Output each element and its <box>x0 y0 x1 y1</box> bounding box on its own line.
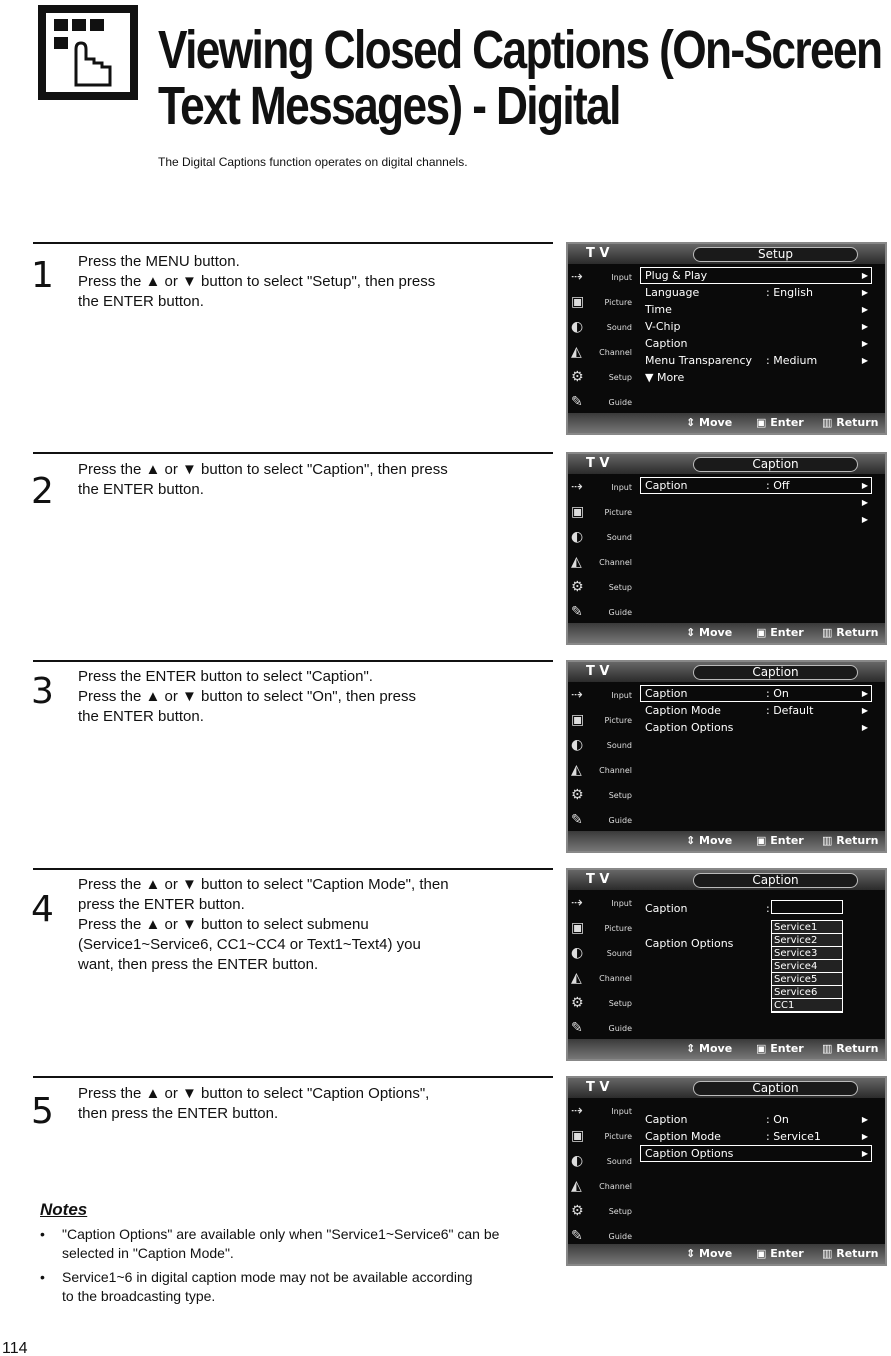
move-hint: ⇕ Move <box>686 626 733 639</box>
sidebar-label: Sound <box>606 323 632 332</box>
sidebar-item-channel <box>568 1175 638 1200</box>
tv-label: T V <box>586 246 610 261</box>
menu-item-label: Caption <box>645 1113 688 1126</box>
step-line: press the ENTER button. <box>78 896 245 913</box>
sidebar-label: Picture <box>604 924 632 933</box>
return-hint: ▥ Return <box>822 1247 879 1260</box>
sidebar-label: Setup <box>608 583 632 592</box>
menu-item[interactable] <box>640 1128 872 1145</box>
input-icon: ⇢ <box>571 269 583 285</box>
tv-footer <box>568 831 885 851</box>
sidebar-item-input <box>568 266 638 291</box>
sidebar-item-sound <box>568 1150 638 1175</box>
sidebar-label: Guide <box>608 1232 632 1241</box>
arrow-right-icon: ▶ <box>861 271 868 280</box>
picture-icon: ▣ <box>571 504 585 520</box>
menu-item-value: : <box>766 902 770 915</box>
menu-list <box>640 1111 872 1162</box>
arrow-right-icon: ▶ <box>861 305 868 314</box>
arrow-right-icon: ▶ <box>861 1132 868 1141</box>
tv-label: T V <box>586 1080 610 1095</box>
title-line-1: Viewing Closed Captions (On-Screen <box>158 20 882 80</box>
sidebar-item-setup <box>568 1200 638 1225</box>
menu-title: Caption <box>693 1081 858 1096</box>
sidebar-label: Input <box>611 1107 632 1116</box>
sidebar-label: Sound <box>606 533 632 542</box>
menu-item-label: Plug & Play <box>645 269 708 282</box>
sidebar-item-channel <box>568 551 638 576</box>
arrow-right-icon: ▶ <box>861 322 868 331</box>
tv-menu-screen <box>566 660 887 853</box>
sidebar-label: Channel <box>599 1182 632 1191</box>
tv-label: T V <box>586 456 610 471</box>
input-icon: ⇢ <box>571 1103 583 1119</box>
menu-item[interactable] <box>640 1145 872 1162</box>
menu-item[interactable] <box>640 1111 872 1128</box>
sidebar-label: Setup <box>608 791 632 800</box>
move-hint: ⇕ Move <box>686 1247 733 1260</box>
sidebar-label: Channel <box>599 766 632 775</box>
sidebar-item-picture <box>568 501 638 526</box>
picture-icon: ▣ <box>571 920 585 936</box>
step-divider <box>33 452 553 454</box>
dropdown-option[interactable]: Service2 <box>772 934 842 947</box>
sound-icon: ◐ <box>571 529 584 545</box>
menu-item[interactable] <box>640 352 872 369</box>
return-hint: ▥ Return <box>822 416 879 429</box>
tv-sidebar <box>568 266 638 416</box>
sidebar-item-input <box>568 684 638 709</box>
manual-logo <box>38 5 138 100</box>
menu-item[interactable] <box>640 318 872 335</box>
arrow-right-icon: ▶ <box>861 481 868 490</box>
dropdown-option[interactable]: Service1 <box>772 921 842 934</box>
sidebar-item-channel <box>568 759 638 784</box>
step-line: the ENTER button. <box>78 481 204 498</box>
guide-icon: ✎ <box>571 1020 583 1036</box>
sidebar-label: Setup <box>608 373 632 382</box>
sidebar-item-picture <box>568 291 638 316</box>
menu-item[interactable] <box>640 685 872 702</box>
step-line: Press the MENU button. <box>78 253 240 270</box>
sound-icon: ◐ <box>571 319 584 335</box>
step-number: 1 <box>31 255 54 296</box>
sidebar-item-sound <box>568 526 638 551</box>
setup-icon: ⚙ <box>571 369 584 385</box>
sidebar-label: Picture <box>604 298 632 307</box>
menu-list <box>640 267 872 386</box>
sidebar-label: Input <box>611 691 632 700</box>
step-number: 5 <box>31 1091 54 1132</box>
menu-item-label: Time <box>645 303 672 316</box>
arrow-right-icon: ▶ <box>861 723 868 732</box>
sidebar-label: Channel <box>599 558 632 567</box>
menu-title: Caption <box>693 873 858 888</box>
menu-title: Setup <box>693 247 858 262</box>
sidebar-item-picture <box>568 1125 638 1150</box>
sidebar-item-setup <box>568 784 638 809</box>
menu-item-value: : On <box>766 687 789 700</box>
menu-title: Caption <box>693 665 858 680</box>
menu-item-label: Menu Transparency <box>645 354 753 367</box>
note-text: Service1~6 in digital caption mode may not be available according to the broadcasting type. <box>62 1269 473 1304</box>
dropdown-option[interactable]: Service6 <box>772 986 842 999</box>
sidebar-label: Input <box>611 273 632 282</box>
tv-menu-screen <box>566 242 887 435</box>
sidebar-label: Setup <box>608 1207 632 1216</box>
tv-footer <box>568 413 885 433</box>
arrow-right-icon: ▶ <box>861 288 868 297</box>
sidebar-item-sound <box>568 316 638 341</box>
move-hint: ⇕ Move <box>686 1042 733 1055</box>
sidebar-label: Channel <box>599 974 632 983</box>
menu-item-label: Caption Mode <box>645 704 721 717</box>
menu-item[interactable] <box>640 267 872 284</box>
menu-item[interactable] <box>640 369 872 386</box>
step-4-text <box>78 875 543 975</box>
input-icon: ⇢ <box>571 687 583 703</box>
menu-item[interactable] <box>640 284 872 301</box>
step-line: (Service1~Service6, CC1~CC4 or Text1~Text4) you <box>78 936 421 953</box>
dropdown-option[interactable]: Service5 <box>772 973 842 986</box>
sidebar-item-picture <box>568 709 638 734</box>
step-line: the ENTER button. <box>78 708 204 725</box>
step-divider <box>33 868 553 870</box>
channel-icon: ◭ <box>571 970 582 986</box>
tv-footer <box>568 1244 885 1264</box>
tv-sidebar <box>568 684 638 834</box>
sidebar-label: Channel <box>599 348 632 357</box>
arrow-right-icon: ▶ <box>861 689 868 698</box>
caption-mode-field[interactable] <box>771 900 843 914</box>
step-line: Press the ▲ or ▼ button to select "Setup", then press <box>78 273 436 290</box>
menu-item-label: Caption <box>645 479 688 492</box>
page-number: 114 <box>2 1340 28 1356</box>
menu-item-label: V-Chip <box>645 320 681 333</box>
menu-item[interactable] <box>640 477 872 494</box>
tv-menu-screen <box>566 868 887 1061</box>
title-line-2: Text Messages) - Digital <box>158 76 620 136</box>
sidebar-label: Guide <box>608 1024 632 1033</box>
sidebar-item-setup <box>568 576 638 601</box>
menu-item[interactable] <box>640 301 872 318</box>
return-hint: ▥ Return <box>822 626 879 639</box>
menu-item-label: Language <box>645 286 700 299</box>
step-line: Press the ▲ or ▼ button to select submenu <box>78 916 369 933</box>
step-divider <box>33 242 553 244</box>
menu-item[interactable] <box>640 702 872 719</box>
step-line: Press the ▲ or ▼ button to select "Caption", then press <box>78 461 448 478</box>
sidebar-label: Sound <box>606 741 632 750</box>
tv-menu-screen <box>566 452 887 645</box>
sidebar-item-setup <box>568 366 638 391</box>
sidebar-label: Guide <box>608 608 632 617</box>
menu-item-value: : Medium <box>766 354 818 367</box>
caption-mode-dropdown[interactable] <box>771 920 843 1013</box>
sidebar-item-input <box>568 892 638 917</box>
menu-item-empty <box>640 511 872 528</box>
picture-icon: ▣ <box>571 294 585 310</box>
tv-sidebar <box>568 1100 638 1250</box>
note-item <box>40 1268 482 1306</box>
tv-menu-screen <box>566 1076 887 1266</box>
step-divider <box>33 1076 553 1078</box>
menu-item-value: : Off <box>766 479 790 492</box>
note-text: "Caption Options" are available only when "Service1~Service6" can be selected in "Caption Mode". <box>62 1226 500 1261</box>
move-hint: ⇕ Move <box>686 416 733 429</box>
step-line: then press the ENTER button. <box>78 1105 279 1122</box>
menu-item-value: : Service1 <box>766 1130 821 1143</box>
step-line: Press the ▲ or ▼ button to select "Caption Options", <box>78 1085 430 1102</box>
sidebar-label: Guide <box>608 816 632 825</box>
dropdown-option[interactable]: Service4 <box>772 960 842 973</box>
menu-item-label: Caption <box>645 687 688 700</box>
tv-label: T V <box>586 664 610 679</box>
channel-icon: ◭ <box>571 554 582 570</box>
menu-item-value: : On <box>766 1113 789 1126</box>
menu-item-label: Caption Options <box>645 937 734 950</box>
tv-sidebar <box>568 892 638 1042</box>
subtitle: The Digital Captions function operates on digital channels. <box>158 155 468 169</box>
tv-label: T V <box>586 872 610 887</box>
menu-item-label: Caption <box>645 902 688 915</box>
menu-list <box>640 685 872 736</box>
enter-hint: ▣ Enter <box>756 834 804 847</box>
menu-item-label: Caption <box>645 337 688 350</box>
bullet-icon: • <box>40 1226 45 1242</box>
menu-item-label: Caption Options <box>645 1147 734 1160</box>
sidebar-item-input <box>568 1100 638 1125</box>
sidebar-label: Input <box>611 483 632 492</box>
guide-icon: ✎ <box>571 394 583 410</box>
picture-icon: ▣ <box>571 1128 585 1144</box>
step-line: Press the ENTER button to select "Caption". <box>78 668 373 685</box>
picture-icon: ▣ <box>571 712 585 728</box>
setup-icon: ⚙ <box>571 787 584 803</box>
sidebar-item-input <box>568 476 638 501</box>
sidebar-item-picture <box>568 917 638 942</box>
sidebar-label: Picture <box>604 1132 632 1141</box>
arrow-right-icon: ▶ <box>861 498 868 507</box>
channel-icon: ◭ <box>571 762 582 778</box>
sidebar-item-channel <box>568 967 638 992</box>
sidebar-label: Sound <box>606 949 632 958</box>
menu-item-label: Caption Options <box>645 721 734 734</box>
bullet-icon: • <box>40 1269 45 1285</box>
enter-hint: ▣ Enter <box>756 626 804 639</box>
arrow-right-icon: ▶ <box>861 1149 868 1158</box>
guide-icon: ✎ <box>571 812 583 828</box>
dropdown-option[interactable]: Service3 <box>772 947 842 960</box>
return-hint: ▥ Return <box>822 834 879 847</box>
step-2-text <box>78 460 543 500</box>
setup-icon: ⚙ <box>571 1203 584 1219</box>
note-item <box>40 1225 532 1263</box>
enter-hint: ▣ Enter <box>756 1247 804 1260</box>
step-line: Press the ▲ or ▼ button to select "Caption Mode", then <box>78 876 449 893</box>
input-icon: ⇢ <box>571 479 583 495</box>
sidebar-label: Picture <box>604 716 632 725</box>
hand-pointer-icon <box>46 13 130 92</box>
tv-footer <box>568 623 885 643</box>
step-number: 3 <box>31 671 54 712</box>
sound-icon: ◐ <box>571 1153 584 1169</box>
step-line: want, then press the ENTER button. <box>78 956 319 973</box>
page-title <box>158 22 881 134</box>
sound-icon: ◐ <box>571 945 584 961</box>
menu-item-value: : English <box>766 286 813 299</box>
enter-hint: ▣ Enter <box>756 1042 804 1055</box>
sidebar-item-sound <box>568 942 638 967</box>
menu-item-label: ▼ More <box>645 371 685 384</box>
channel-icon: ◭ <box>571 344 582 360</box>
menu-item[interactable] <box>640 335 872 352</box>
guide-icon: ✎ <box>571 604 583 620</box>
step-1-text <box>78 252 543 312</box>
guide-icon: ✎ <box>571 1228 583 1244</box>
enter-hint: ▣ Enter <box>756 416 804 429</box>
input-icon: ⇢ <box>571 895 583 911</box>
step-5-text <box>78 1084 543 1124</box>
sidebar-label: Guide <box>608 398 632 407</box>
tv-footer <box>568 1039 885 1059</box>
move-hint: ⇕ Move <box>686 834 733 847</box>
arrow-right-icon: ▶ <box>861 706 868 715</box>
sound-icon: ◐ <box>571 737 584 753</box>
notes-heading: Notes <box>40 1200 88 1219</box>
tv-sidebar <box>568 476 638 626</box>
menu-item-label: Caption Mode <box>645 1130 721 1143</box>
step-line: the ENTER button. <box>78 293 204 310</box>
menu-list <box>640 477 872 528</box>
arrow-right-icon: ▶ <box>861 356 868 365</box>
channel-icon: ◭ <box>571 1178 582 1194</box>
sidebar-item-sound <box>568 734 638 759</box>
sidebar-item-channel <box>568 341 638 366</box>
menu-item[interactable] <box>640 719 872 736</box>
step-divider <box>33 660 553 662</box>
return-hint: ▥ Return <box>822 1042 879 1055</box>
menu-title: Caption <box>693 457 858 472</box>
step-number: 4 <box>31 889 54 930</box>
step-line: Press the ▲ or ▼ button to select "On", then press <box>78 688 416 705</box>
step-3-text <box>78 667 543 727</box>
step-number: 2 <box>31 471 54 512</box>
sidebar-item-setup <box>568 992 638 1017</box>
arrow-right-icon: ▶ <box>861 515 868 524</box>
sidebar-label: Picture <box>604 508 632 517</box>
sidebar-label: Sound <box>606 1157 632 1166</box>
menu-item-value: : Default <box>766 704 814 717</box>
setup-icon: ⚙ <box>571 995 584 1011</box>
arrow-right-icon: ▶ <box>861 339 868 348</box>
arrow-right-icon: ▶ <box>861 1115 868 1124</box>
dropdown-option[interactable]: CC1 <box>772 999 842 1012</box>
setup-icon: ⚙ <box>571 579 584 595</box>
sidebar-label: Input <box>611 899 632 908</box>
menu-item-empty <box>640 494 872 511</box>
sidebar-label: Setup <box>608 999 632 1008</box>
